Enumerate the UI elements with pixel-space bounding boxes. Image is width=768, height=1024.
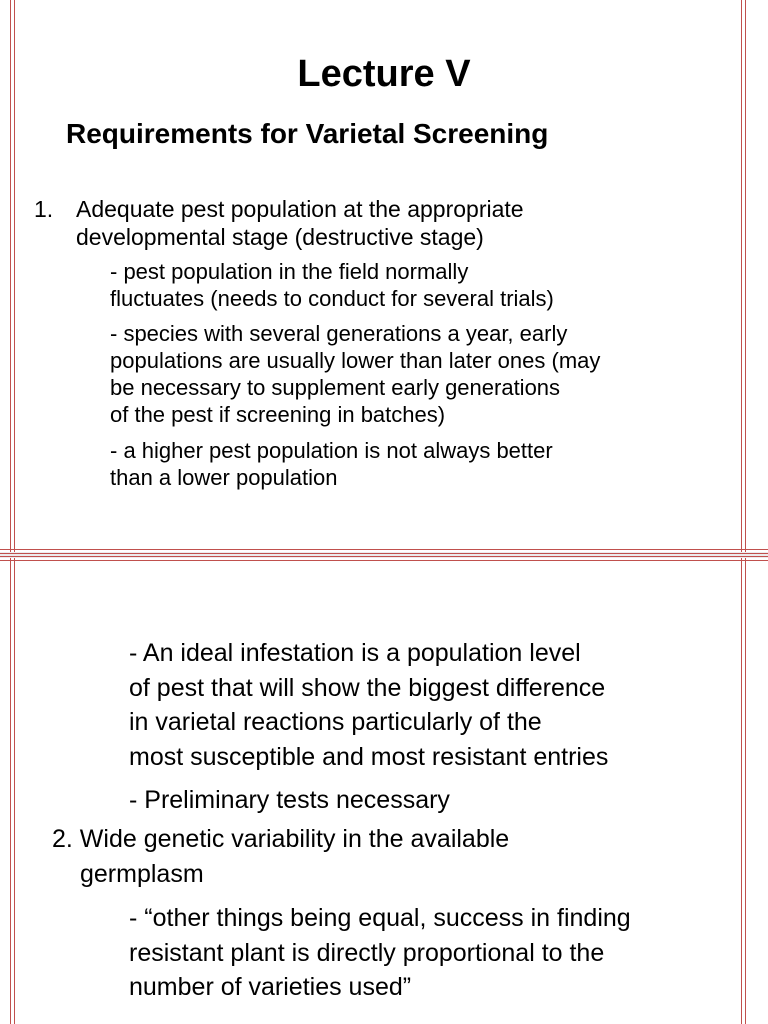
text-line: number of varieties used” [129,973,412,1001]
sub-point-population-fluctuates [110,258,554,312]
text-line: than a lower population [110,465,338,490]
sub-point-several-generations [110,320,600,428]
text-line: - “other things being equal, success in finding [129,904,631,932]
slide2-border-top-inner [0,556,768,557]
slide2-border-top-outer [0,560,768,561]
text-line: in varietal reactions particularly of the [129,708,542,736]
sub-point-preliminary-tests [129,783,450,818]
text-line: most susceptible and most resistant entries [129,742,609,771]
text-line: - An ideal infestation is a population level [129,639,581,667]
text-line: of the pest if screening in batches) [110,402,446,427]
numbered-item-2 [52,822,509,892]
sub-point-genetic-variability-quote [129,901,631,1005]
text-line: - species with several generations a year, early [110,321,568,346]
text-line: - Preliminary tests necessary [129,786,450,814]
item-line: developmental stage (destructive stage) [76,224,484,250]
slide-border-right-inner [741,0,742,1024]
slide-title: Lecture V [297,53,471,95]
slide1-border-bottom-inner [0,553,768,554]
sub-point-higher-population [110,437,553,491]
slide-border-right-outer [745,0,746,1024]
text-line: of pest that will show the biggest difference [129,673,606,702]
text-line: - pest population in the field normally [110,259,469,284]
item-line: Adequate pest population at the appropriate [76,196,524,222]
slide-border-left-outer [10,0,11,1024]
numbered-item-1 [34,195,524,251]
item-line: germplasm [80,860,204,888]
text-line: - a higher pest population is not always better [110,438,553,463]
sub-point-ideal-infestation [129,636,608,774]
item-number: 1. [34,196,54,222]
text-line: populations are usually lower than later ones (may [110,348,601,373]
text-line: fluctuates (needs to conduct for several trials) [110,286,554,311]
slide-border-left-inner [14,0,15,1024]
slide-subtitle: Requirements for Varietal Screening [66,118,549,149]
text-line: resistant plant is directly proportional to the [129,938,605,967]
text-line: be necessary to supplement early generations [110,375,561,400]
slide1-border-bottom-outer [0,549,768,550]
item-line: 2. Wide genetic variability in the available [52,825,510,853]
